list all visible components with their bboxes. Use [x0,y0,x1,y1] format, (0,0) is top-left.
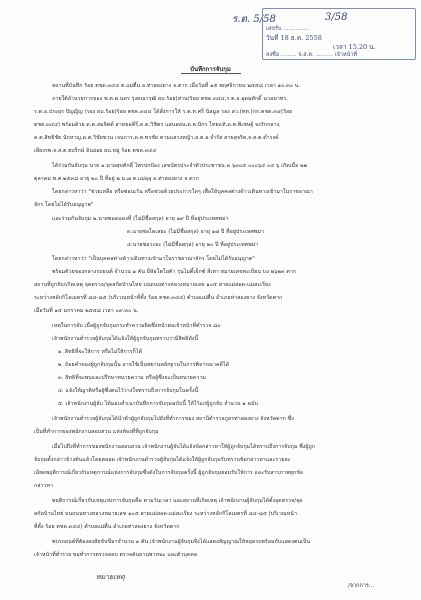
handwritten-case-number-right: 3/58 [325,12,348,23]
body-line-2: ภายใต้อำนวยการของ พ.ต.ต.นคร รุ่งคณารุฒิ ผบ.ร้อย(ส่วน)ร้อย ตชด.๓๔๔,ร.ต.อ.อุดมศักดิ์ นวลมาทร, [52,96,289,102]
body-line-18: เมื่อวันที่ ๑๕ มกราคม ๒๕๕๘ เวลา ๐๙.๓๐ น. [34,308,139,314]
body-line-22: ๒. ถ้อยคำของผู้ถูกจับกุมนั้น อาจใช้เป็นพยานหลักฐานในการพิจารณาคดีได้ [58,362,230,368]
body-line-25: ๕. เจ้าพนักงานผู้จับ ได้มอบสำเนาบันทึกการจับกุมฉบับนี้ ให้ไว้แก่ผู้ถูกจับ จำนวน ๑ ฉบับ [58,401,258,407]
receipt-stamp [262,8,416,60]
stamp-received-number: เลขรับ ............... [266,26,310,32]
body-line-3: ร.ต.อ.ประยุร ปัญญิญ (รอง ผบ.ร้อย)ร้อย ตชด.๓๔๔ ได้สั่งการให้ ร.ต.ท.ศรี นิลมูล รอง สว.(ทท.)กก.ตชด.๓๔(ร้อย [34,109,293,115]
body-line-36: เจ้าหน้าที่ตำรวจ ขอทำการตรวจสอบ ตรวจค้นยานพาหนะ และตัวบุคคล [34,552,198,558]
body-line-21: ๑. สิทธิที่จะให้การ หรือไม่ให้การก็ได้ [58,349,143,355]
body-line-13: ๔.นายซอวะยะ (ไม่มีชื่อสกุล) อายุ ๒๐ ปี ที่อยู่ประเทศพม่า [127,242,259,248]
body-line-12: ๓.นายซอโดเลยะ (ไม่มีชื่อสกุล) อายุ ๑๗ ปี ที่อยู่ประเทศพม่า [127,229,264,235]
document-title: บันทึกการจับกุม [190,66,231,73]
body-line-10: จักร โดยไม่ได้รับอนุญาต" [34,202,94,208]
body-line-15: พร้อมด้วยของกลางรถยนต์ จำนวน ๑ คัน ยี่ห้อโตโยต้า รุ่นไมตี้เอ็กซ์ สีเทา หมายเลขทะเบียน บง ๒๖๒๓ ตาก [52,269,297,275]
body-line-7: ได้ร่วมกันจับกุม นาย ๑.นายสุขศักดิ์ ไพรปกป้อง เลขบัตรประจำตัวประชาชน ๓ ๖๓๐๕ ๐๐๐๖๔ ๐๔ ๖ เกิดเมื่อ ๒๒ [52,163,308,169]
body-line-34: ที่ตั้ง ร้อย ตชด.๓๔๔) ตำบลแม่ตื่น อำเภอท่าสองยาง จังหวัดตาก [34,524,180,530]
body-line-33: สกัดบ้านไหย่ บนถนนทางหลวงหมายเลข ๑๐๕ สายแม่สอด-แม่สะเรียง ระหว่างหลักกิโลเมตรที่ ๘๔-๘๕ (บริเวณหน้า [34,511,297,517]
body-line-1: สถานที่บันทึก ร้อย ตชด.๓๔๔ ต.แม่ตื่น อ.ท่าสองยาง จ.ตาก เมื่อวันที่ ๑๕ พฤศจิกายน ๒๕๕๘ เวลา ๑๐.๓๐ น. [52,83,301,89]
body-line-28: เมื่อไปถึงที่ทำการของพนักงานสอบสวน เจ้าพนักงานผู้จับได้แจ้งข้อกล่าวหาให้ผู้ถูกจับกุมได้ทราบถึงการจับกุม ซึ่งผู้ถูก [52,444,316,450]
body-line-14: โดยกล่าวหาว่า "เป็นบุคคลต่างด้าวเดินทางเข้ามาในราชอาณาจักร โดยไม่ได้รับอนุญาต" [52,256,255,262]
continued-on-next-page: /จากการ... [348,583,375,589]
body-line-11: และร่วมกันจับกุม ๒.นายซอดแดงที่ (ไม่มีชื่อสกุล) อายุ ๑๙ ปี ที่อยู่ประเทศพม่า [52,216,229,222]
stamp-date: วันที่ 18 ธ.ค. 2558 [266,34,322,42]
body-line-6: เสียงรพ,จ.ส.ต.ยบรีกษ์ อินอ่อย ผบ.หมู่ ร้อย ตชด.๓๔๔ [34,148,157,154]
body-line-20: เจ้าพนักงานตำรวจผู้จับกุมได้แจ้งให้ผู้ถูกจับกุมทราบว่ามีสิทธิดังนี้ [52,336,199,342]
body-line-35: พบรถยนต์ที่ต้องสงสัยขับขี่มาจำนวน ๑ คัน เจ้าพนักงานผู้จับกุมจึงได้แสดงสัญญาณให้หยุดรถพร้อมกับแสดงตนเป็น [52,539,311,545]
body-line-32: พฤติการณ์เกี่ยวกับเหตุแห่งการจับกุมคือ ตามวันเวลา และสถานที่เกิดเหตุ เจ้าพนักงานผู้จับกุมได้ตั้งจุดตรวจ/จุด [52,498,303,504]
body-line-26: เจ้าพนักงานตำรวจผู้จับกุมได้นำตัวผู้ถูกจับกุมไปยังที่ทำการของ สถานีตำรวจภูธรท่าสองยาง จังหวัดตาก ซึ่ง [52,416,294,422]
body-line-8: ตุลาคม พ.ศ.๒๕๓๘ อายุ ๒๐ ปี ที่อยู่ ๒ ม.๗ ต.แม่อุสุ อ.ท่าสองยาง จ.ตาก [34,176,199,182]
handwritten-initials: หมายเหตุ [96,573,125,581]
body-line-17: ระหว่างหลักกิโลเมตรที่ ๘๔-๘๕ (บริเวณหน้าที่ตั้ง ร้อย ตชด.๓๔๔) ตำบลแม่ตื่น อำเภอท่าสองยาง จังหวัดตาก [34,295,283,301]
body-line-23: ๓. สิทธิที่จะพบและปรึกษาทนายความ หรือผู้ซึ่งจะเป็นทนายความ [58,375,206,381]
stamp-time: เวลา 15.20 น. [333,43,376,51]
body-line-31: กล่าวหา [34,483,54,489]
body-line-19: เหตุในการจับ เมื่อผู้ถูกจับกุมกระทำความผิดซึ่งหน้าต่อเจ้าหน้าที่ตำรวจ ๘๐ [52,323,221,329]
body-line-9: โดยกล่าวหาว่า "ช่วยเหลือ หรือซ่อนเร้น หรือช่วยด้วยประการใดๆ เพื่อให้บุคคลต่างด้าวเดินทางเข้ามาในราชอาณา [52,189,313,195]
handwritten-case-number-left: ร.ต. 5/58 [232,14,276,25]
body-line-24: ๔. แจ้งให้ญาติหรือผู้ซึ่งตนไว้วางใจทราบถึงการจับกุมในครั้งนี้ [58,388,199,394]
body-line-27: เป็นที่ทำการของพนักงานสอบสวน แห่งท้องที่ที่ถูกจับกุม [34,429,159,435]
body-line-29: จับกุมตั้งกล่าวข้างต้นแล้วโดยตลอด เจ้าพนักงานตำรวจผู้จับกุมได้แจ้งให้ผู้ถูกจับกุมรับทราบข้อกล่าวหาและรายละ [34,457,291,463]
body-line-30: เอียดพฤติการณ์เกี่ยวกับเหตุการณ์แห่งการจับกุมซึ่งดังในการจับกุมครั้งนี้ ผู้ถูกจับกุมยอมรับให้การ และรับสารภาพทุกข้อ [34,470,304,476]
title-underline [181,73,241,74]
body-line-5: ด.ต.สิทธิชัย นักหาญ,ด.ต.วิชัยขวน เจนการ,ด.ต.พรชัย ตามแสวงหญ้า,ส.ต.อ.จำรัส สายสุจริต,จ.ส.ต.ดำรงค์ [34,135,279,141]
body-line-16: สถานที่ถูกจับ/เกิดเหตุ จุดตรวจ/จุดสกัดบ้านไหย่ บนถนนทางหลวงหมายเลข ๑๐๕ สายแม่สอด-แม่สะเรียง [34,282,271,288]
stamp-officer-signature: ลงชื่อ ......... จ.ส.ต. .......... เจ้าหน้าที่ [266,52,357,58]
body-line-4: ตชด.๓๔๔) พร้อมด้วย ด.ต.สมจิตต์ สายขอคีรี,ด.ต.วิชิตร แสนสอน,ด.ต.นิกร ไทยแท้,ด.ต.พิเชษฐ์ จงรักกลาง, [34,122,281,128]
